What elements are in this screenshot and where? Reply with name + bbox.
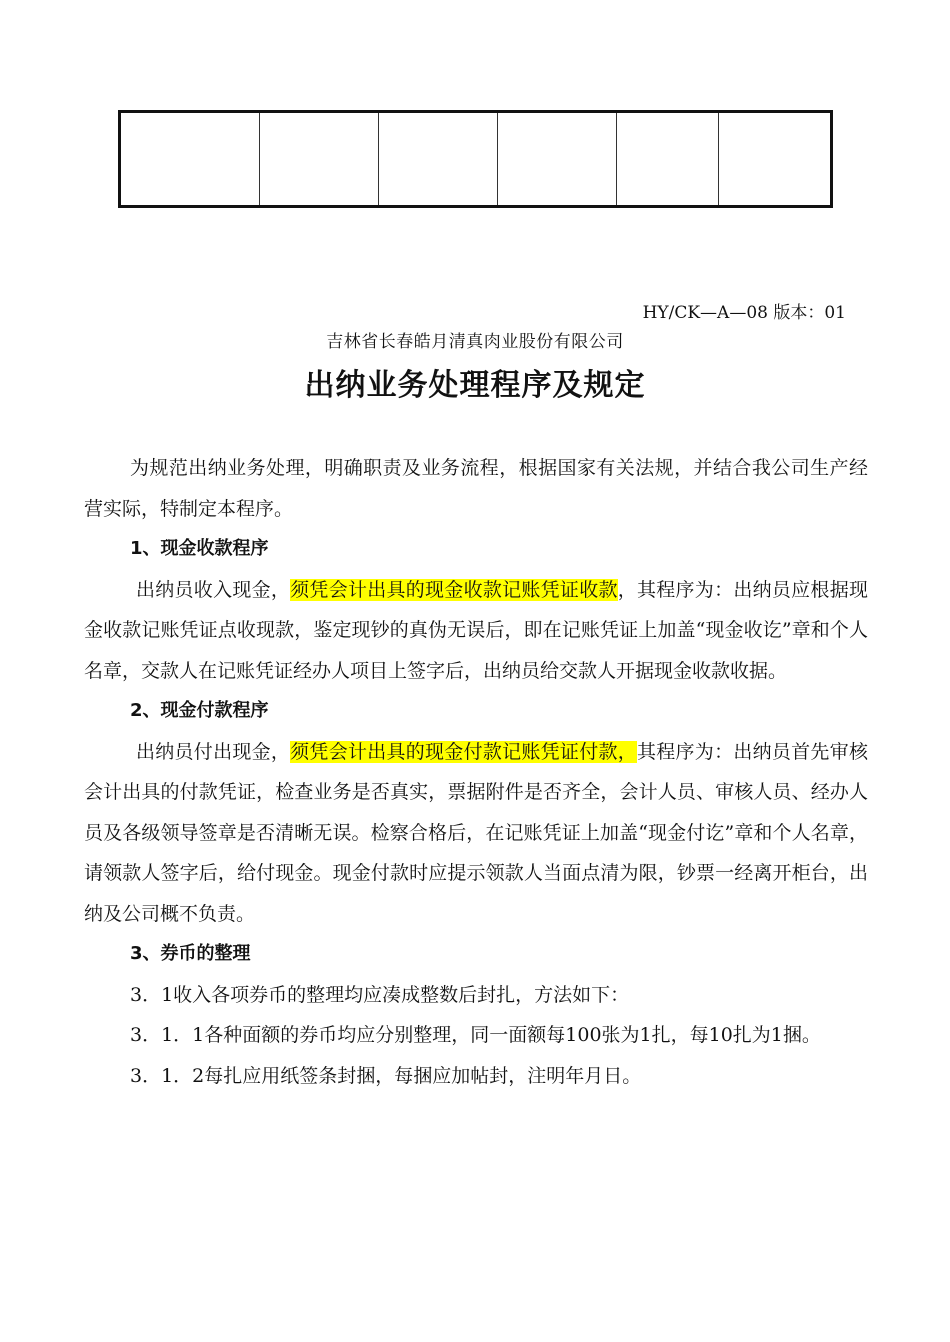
- table-cell: [498, 112, 617, 207]
- section-2-text-post: 其程序为：出纳员首先审核会计出具的付款凭证，检查业务是否真实，票据附件是否齐全，会计人员、审核人员、经办人员及各级领导签章是否清晰无误。检察合格后，在记账凭证上加盖“现金付讫”章和个人名章，请领款人签字后，给付现金。现金付款时应提示领款人当面点清为限，钞票一经离开柜台，出纳及公司概不负责。: [84, 740, 868, 925]
- table-cell: [260, 112, 379, 207]
- section-1-highlight: 须凭会计出具的现金收款记账凭证收款: [290, 578, 618, 601]
- section-1-paragraph: [84, 570, 868, 692]
- section-2-paragraph: [84, 732, 868, 935]
- company-name: 吉林省长春皓月清真肉业股份有限公司: [326, 332, 624, 352]
- intro-paragraph: 为规范出纳业务处理，明确职责及业务流程，根据国家有关法规，并结合我公司生产经营实际，特制定本程序。: [84, 457, 868, 520]
- section-1-heading: 1、现金收款程序: [130, 538, 269, 559]
- section-2-heading: 2、现金付款程序: [130, 700, 269, 721]
- table-row: [120, 112, 832, 207]
- document-title: 出纳业务处理程序及规定: [304, 368, 646, 403]
- document-body: [84, 448, 868, 1096]
- section-1-text-post: ，其程序为：出纳员应根据现金收款记账凭证点收现款，鉴定现钞的真伪无误后，即在记账凭证上加盖“现金收讫”章和个人名章，交款人在记账凭证经办人项目上签字后，出纳员给交款人开据现金收款收据。: [84, 578, 868, 682]
- section-3-heading: 3、券币的整理: [130, 943, 251, 964]
- table-cell: [617, 112, 719, 207]
- section-2-highlight: 须凭会计出具的现金付款记账凭证付款，: [290, 740, 637, 763]
- document-number: HY/CK—A—08 版本：01: [642, 303, 846, 323]
- section-3-item: 3．1．2每扎应用纸签条封捆，每捆应加帖封，注明年月日。: [130, 1064, 642, 1087]
- table-cell: [379, 112, 498, 207]
- section-3-item: 3．1收入各项券币的整理均应凑成整数后封扎，方法如下：: [130, 983, 630, 1006]
- section-3-item: 3．1．1各种面额的券币均应分别整理，同一面额每100张为1扎，每10扎为1捆。: [130, 1024, 821, 1046]
- section-1-text-pre: 出纳员收入现金，: [136, 578, 291, 601]
- table-cell: [120, 112, 260, 207]
- table-cell: [719, 112, 832, 207]
- header-table: [118, 110, 833, 208]
- section-2-text-pre: 出纳员付出现金，: [136, 740, 291, 763]
